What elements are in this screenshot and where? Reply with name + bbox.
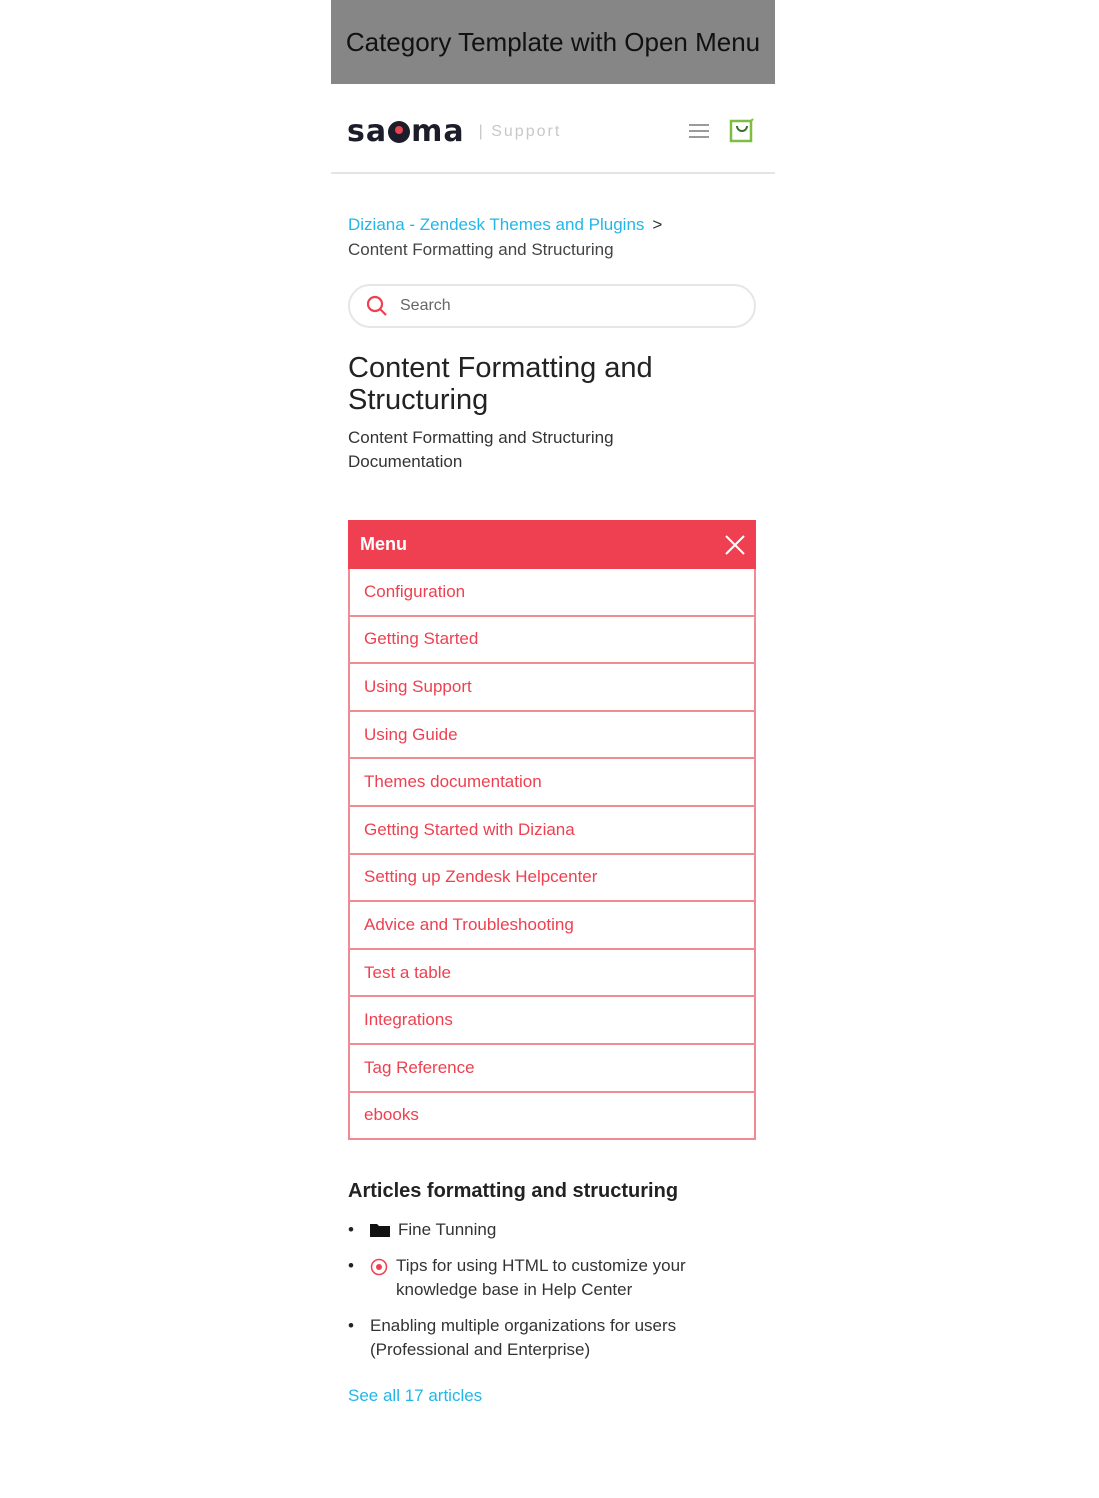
logo-text-left: sa bbox=[347, 114, 388, 149]
folder-icon bbox=[370, 1222, 390, 1237]
menu-item-getting-started-diziana[interactable]: Getting Started with Diziana bbox=[348, 807, 756, 855]
close-icon[interactable] bbox=[724, 534, 746, 556]
shopping-bag-icon[interactable] bbox=[729, 117, 755, 143]
breadcrumb-current: Content Formatting and Structuring bbox=[348, 240, 614, 259]
logo-support-label: | Support bbox=[478, 122, 562, 140]
logo[interactable] bbox=[347, 114, 561, 149]
menu-item-advice-troubleshooting[interactable]: Advice and Troubleshooting bbox=[348, 902, 756, 950]
target-icon bbox=[370, 1258, 388, 1276]
list-item[interactable] bbox=[348, 1254, 748, 1302]
menu-item-tag-reference[interactable]: Tag Reference bbox=[348, 1045, 756, 1093]
article-list bbox=[348, 1218, 748, 1374]
template-banner bbox=[331, 0, 775, 84]
search-input[interactable] bbox=[398, 296, 722, 316]
list-item[interactable] bbox=[348, 1218, 748, 1242]
menu-item-setting-up-helpcenter[interactable]: Setting up Zendesk Helpcenter bbox=[348, 855, 756, 903]
logo-text-right: ma bbox=[411, 114, 465, 149]
page-title: Content Formatting and Structuring bbox=[348, 352, 653, 416]
section-title: Articles formatting and structuring bbox=[348, 1180, 679, 1202]
menu-item-themes-documentation[interactable]: Themes documentation bbox=[348, 759, 756, 807]
menu-item-ebooks[interactable]: ebooks bbox=[348, 1093, 756, 1141]
see-all-articles-link[interactable]: See all 17 articles bbox=[348, 1386, 483, 1405]
list-item[interactable] bbox=[348, 1314, 748, 1362]
menu-title: Menu bbox=[360, 534, 407, 554]
menu-item-getting-started[interactable]: Getting Started bbox=[348, 617, 756, 665]
breadcrumb bbox=[348, 212, 758, 262]
menu-item-using-guide[interactable]: Using Guide bbox=[348, 712, 756, 760]
category-menu bbox=[348, 520, 756, 1140]
site-header bbox=[331, 84, 775, 174]
page-description: Content Formatting and Structuring Documentation bbox=[348, 428, 614, 471]
menu-item-configuration[interactable]: Configuration bbox=[348, 569, 756, 617]
menu-item-test-table[interactable]: Test a table bbox=[348, 950, 756, 998]
breadcrumb-root-link[interactable]: Diziana - Zendesk Themes and Plugins bbox=[348, 215, 645, 234]
article-title: • Tips for using HTML to customize your knowledge base in Help Center bbox=[396, 1256, 686, 1299]
phone-screen bbox=[331, 0, 775, 1498]
breadcrumb-separator: > bbox=[652, 215, 663, 234]
menu-item-integrations[interactable]: Integrations bbox=[348, 997, 756, 1045]
logo-dot-icon bbox=[388, 121, 410, 143]
banner-title: Category Template with Open Menu bbox=[345, 26, 761, 57]
menu-item-using-support[interactable]: Using Support bbox=[348, 664, 756, 712]
search-bar[interactable] bbox=[348, 284, 756, 328]
hamburger-icon[interactable] bbox=[689, 124, 709, 138]
search-icon bbox=[366, 295, 388, 317]
menu-header bbox=[348, 520, 756, 569]
article-title: • Fine Tunning bbox=[398, 1220, 497, 1239]
article-title: Enabling multiple organizations for users (Professional and Enterprise) bbox=[370, 1316, 677, 1359]
